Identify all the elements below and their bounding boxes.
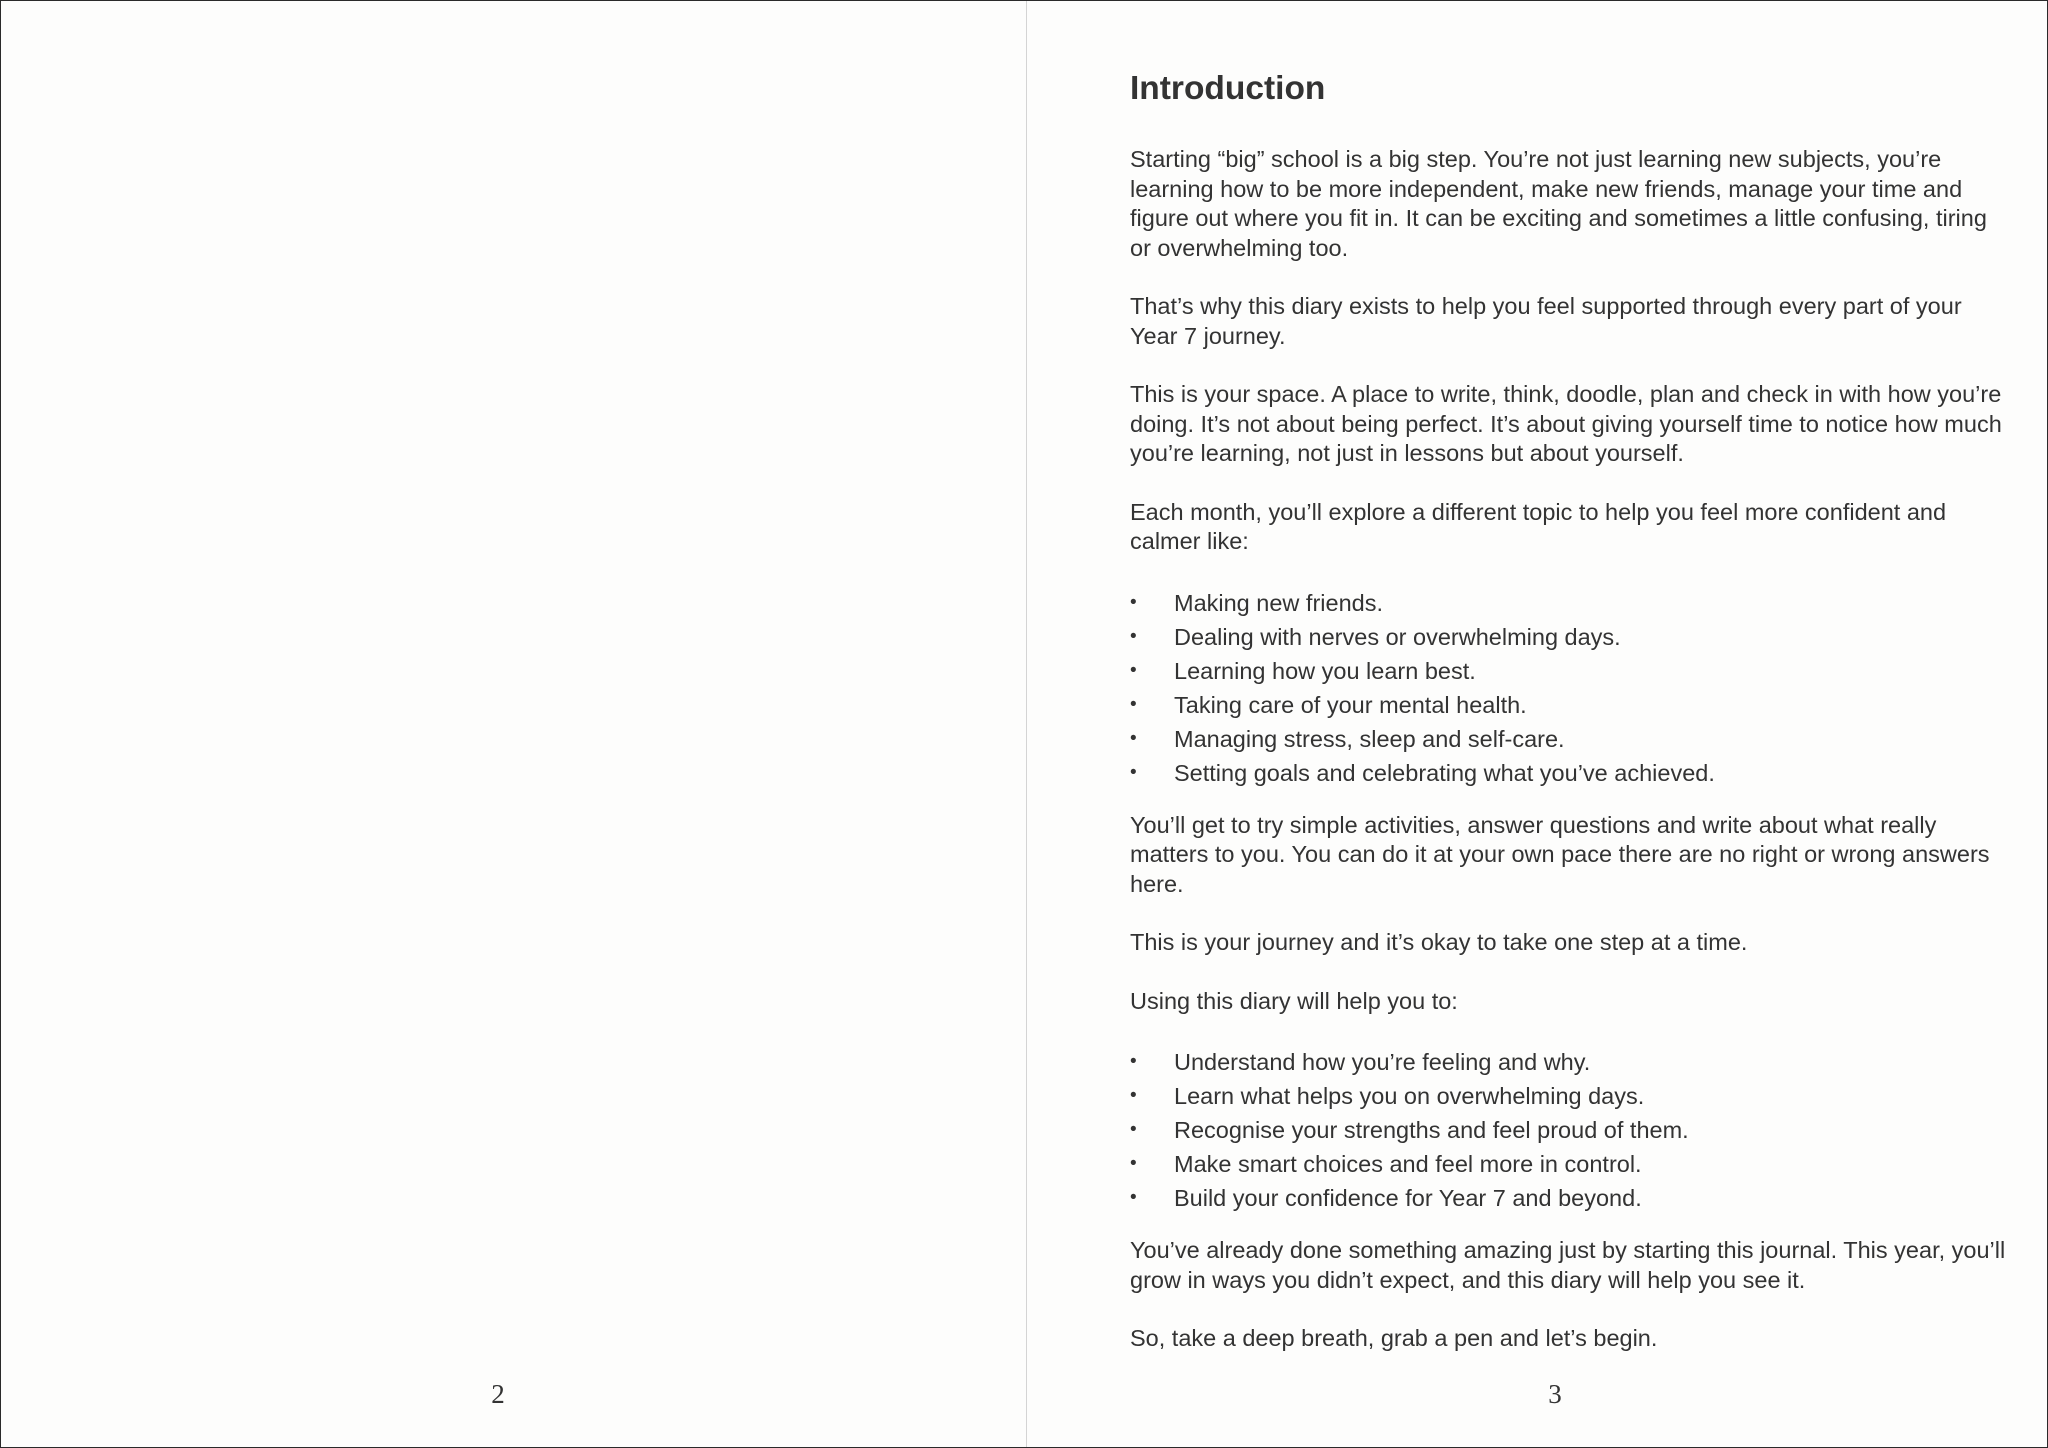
list-item-text: Learning how you learn best. — [1174, 657, 1476, 684]
list-item-text: Making new friends. — [1174, 589, 1383, 616]
bullet-icon: • — [1130, 625, 1137, 647]
bullet-icon: • — [1130, 1187, 1137, 1208]
list-item — [1130, 722, 2010, 756]
bullet-icon: • — [1130, 591, 1137, 613]
list-item-text: Managing stress, sleep and self-care. — [1174, 725, 1565, 752]
left-page — [1, 1, 1026, 1447]
list-item-text: Make smart choices and feel more in control. — [1174, 1151, 1642, 1177]
list-item — [1130, 688, 2010, 722]
list-item — [1130, 654, 2010, 688]
paragraph: This is your journey and it’s okay to take one step at a time. — [1130, 929, 1748, 955]
list-item-text: Dealing with nerves or overwhelming days. — [1174, 623, 1621, 650]
list-item — [1130, 1181, 2010, 1215]
paragraph: Each month, you’ll explore a different topic to help you feel more confident and calmer like: — [1130, 498, 1947, 554]
list-item — [1130, 1147, 2010, 1181]
bullet-icon: • — [1130, 693, 1137, 715]
paragraph: Using this diary will help you to: — [1130, 987, 1458, 1014]
paragraph: This is your space. A place to write, think, doodle, plan and check in with how you’re doing. It’s not about being perfect. It’s about giving yourself time to notice how much you’re learning, not just in lessons but about yourself. — [1130, 381, 2002, 466]
bullet-icon: • — [1130, 1153, 1137, 1174]
list-item — [1130, 620, 2010, 654]
bullet-icon: • — [1130, 1085, 1137, 1106]
benefits-list — [1130, 1045, 2010, 1215]
bullet-icon: • — [1130, 1119, 1137, 1140]
bullet-icon: • — [1130, 727, 1137, 749]
page-title: Introduction — [1130, 70, 1326, 107]
list-item-text: Recognise your strengths and feel proud of them. — [1174, 1117, 1689, 1143]
bullet-icon: • — [1130, 761, 1137, 783]
topics-list — [1130, 586, 2010, 790]
list-item — [1130, 586, 2010, 620]
paragraph: That’s why this diary exists to help you feel supported through every part of your Year 7 journey. — [1130, 293, 1962, 349]
paragraph: You’ve already done something amazing just by starting this journal. This year, you’ll grow in ways you didn’t expect, and this diary will help you see it. — [1130, 1237, 2006, 1293]
list-item-text: Understand how you’re feeling and why. — [1174, 1049, 1591, 1075]
page-number-left: 2 — [491, 1379, 505, 1409]
paragraph: So, take a deep breath, grab a pen and let’s begin. — [1130, 1325, 1658, 1351]
list-item — [1130, 756, 2010, 790]
list-item — [1130, 1079, 2010, 1113]
introduction-section — [1130, 67, 2010, 1383]
paragraph: Starting “big” school is a big step. You’re not just learning new subjects, you’re learning how to be more independent, make new friends, manage your time and figure out where you fit in. It can be exciting and sometimes a little confusing, tiring or overwhelming too. — [1130, 146, 1987, 261]
paragraph: You’ll get to try simple activities, answer questions and write about what really matters to you. You can do it at your own pace there are no right or wrong answers here. — [1130, 811, 1990, 897]
list-item-text: Build your confidence for Year 7 and beyond. — [1174, 1185, 1642, 1211]
page-number-right: 3 — [1548, 1379, 1562, 1409]
bullet-icon: • — [1130, 659, 1137, 681]
list-item-text: Setting goals and celebrating what you’ve achieved. — [1174, 759, 1715, 786]
list-item-text: Taking care of your mental health. — [1174, 691, 1527, 718]
right-page — [1027, 1, 2047, 1447]
list-item — [1130, 1113, 2010, 1147]
list-item-text: Learn what helps you on overwhelming days. — [1174, 1083, 1645, 1109]
list-item — [1130, 1045, 2010, 1079]
bullet-icon: • — [1130, 1051, 1137, 1072]
